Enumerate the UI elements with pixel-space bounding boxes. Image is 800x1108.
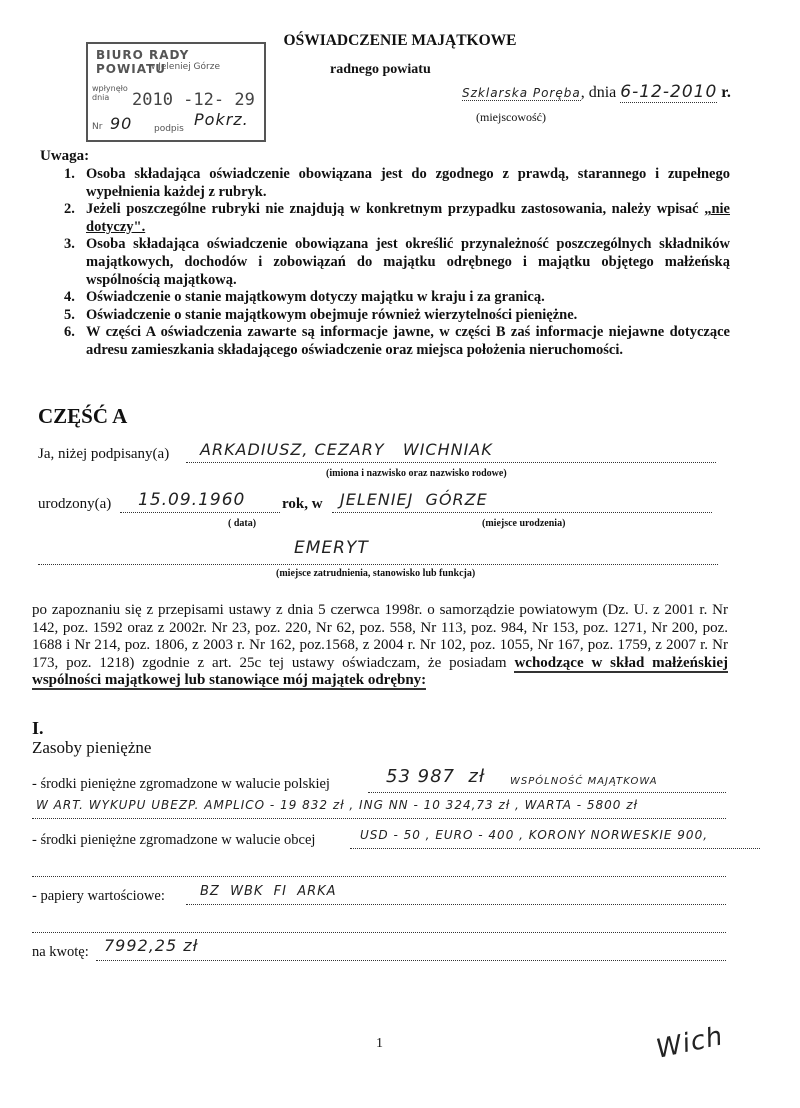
law-paragraph bbox=[32, 602, 728, 690]
pln-line2-value: W ART. WYKUPU UBEZP. AMPLICO - 19 832 zł , ING NN - 10 324,73 zł , WARTA - 5800 zł bbox=[36, 798, 638, 812]
document-subtitle: radnego powiatu bbox=[330, 62, 431, 77]
name-value: ARKADIUSZ, CEZARY WICHNIAK bbox=[200, 440, 493, 459]
date-suffix: r. bbox=[721, 84, 731, 101]
signed-label: Ja, niżej podpisany(a) bbox=[38, 446, 170, 462]
job-caption: (miejsce zatrudnienia, stanowisko lub funkcja) bbox=[276, 568, 476, 579]
birth-place-value: JELENIEJ GÓRZE bbox=[340, 490, 488, 509]
securities-label: - papiery wartościowe: bbox=[32, 888, 165, 904]
amount-field bbox=[96, 936, 726, 961]
place-value: Szklarska Poręba bbox=[462, 86, 581, 100]
note-item: 2. Jeżeli poszczególne rubryki nie znajdują w konkretnym przypadku zastosowania, należy wpisać „nie dotyczy". bbox=[64, 201, 730, 235]
notes-title: Uwaga: bbox=[40, 148, 90, 164]
birth-date-field bbox=[120, 490, 280, 513]
pln-note: WSPÓLNOŚĆ MAJĄTKOWA bbox=[510, 776, 658, 787]
stamp-received-date: 2010 -12- 29 bbox=[132, 90, 255, 110]
birth-place-caption: (miejsce urodzenia) bbox=[482, 518, 566, 529]
amount-label: na kwotę: bbox=[32, 944, 89, 960]
document-title: OŚWIADCZENIE MAJĄTKOWE bbox=[283, 32, 517, 49]
amount-value: 7992,25 zł bbox=[104, 936, 199, 955]
stamp-office: BIURO RADY POWIATU bbox=[96, 48, 190, 76]
stamp-received-label: wpłynęło dnia bbox=[92, 84, 128, 102]
pln-line2-field bbox=[32, 800, 726, 819]
section-title: Zasoby pieniężne bbox=[32, 738, 152, 757]
foreign-label: - środki pieniężne zgromadzone w walucie obcej bbox=[32, 832, 316, 848]
birth-date-value: 15.09.1960 bbox=[138, 490, 246, 510]
note-em: „nie dotyczy". bbox=[86, 201, 730, 235]
pln-amount: 53 987 zł bbox=[386, 766, 486, 787]
securities-field bbox=[186, 886, 726, 905]
note-item: 3. Osoba składająca oświadczenie obowiązana jest określić przynależność poszczególnych składników majątkowych, dochodów i zobowiązań do majątku odrębnego i majątku objętego małżeńską wspólnością majątkową. bbox=[64, 236, 730, 288]
born-mid: rok, w bbox=[282, 496, 323, 512]
securities-blank-line bbox=[32, 914, 726, 933]
page-number: 1 bbox=[376, 1036, 383, 1051]
name-caption: (imiona i nazwisko oraz nazwisko rodowe) bbox=[326, 468, 507, 479]
received-stamp bbox=[86, 42, 266, 142]
date-caption: ( data) bbox=[228, 518, 257, 529]
law-strong: wchodzące w skład małżeńskiej wspólności majątkowej lub stanowiące mój majątek odrębny: bbox=[32, 654, 729, 689]
born-label: urodzony(a) bbox=[38, 496, 112, 512]
birth-place-field bbox=[332, 490, 712, 513]
note-item: 5. Oświadczenie o stanie majątkowym obejmuje również wierzytelności pieniężne. bbox=[64, 306, 578, 323]
date-prefix: , dnia bbox=[580, 84, 617, 101]
stamp-city: w Jeleniej Górze bbox=[148, 62, 220, 72]
law-text: po zapoznaniu się z przepisami ustawy z dnia 5 czerwca 1998r. o samorządzie powiatowym (Dz. U. z 2001 r. Nr 142, poz. 1592 oraz z 2002r. Nr 23, poz. 220, Nr 62, poz. 558, Nr 113, poz. 984, Nr 153, poz. 1271, Nr 200, poz. 1688 i Nr 214, poz. 1806, z 2003 r. Nr 162, poz.1568, z 2004 r. Nr 102, poz. 1055, Nr 167, poz. 1759, z 2007 r. Nr 173, poz. 1218) zgodnie z art. 25c tej ustawy oświadczam, że posiadam bbox=[32, 602, 728, 671]
name-field bbox=[186, 440, 716, 463]
part-a-title: CZĘŚĆ A bbox=[38, 404, 128, 428]
date-value: 6-12-2010 bbox=[620, 82, 718, 102]
securities-value: BZ WBK FI ARKA bbox=[200, 884, 337, 899]
section-number: I. bbox=[32, 718, 44, 738]
stamp-signature: Pokrz. bbox=[194, 110, 249, 129]
note-item: 4. Oświadczenie o stanie majątkowym dotyczy majątku w kraju i za granicą. bbox=[64, 289, 545, 306]
place-date-line bbox=[462, 82, 731, 102]
note-item: 1. Osoba składająca oświadczenie obowiązana jest do zgodnego z prawdą, starannego i zupełnego wypełnienia każdej z rubryk. bbox=[64, 166, 730, 200]
pln-label: - środki pieniężne zgromadzone w walucie polskiej bbox=[32, 776, 330, 792]
note-item: 6. W części A oświadczenia zawarte są informacje jawne, w części B zaś informacje niejawne dotyczące adresu zamieszkania składającego oświadczenie oraz miejsca położenia nieruchomości. bbox=[64, 324, 730, 358]
foreign-blank-line bbox=[32, 858, 726, 877]
job-value: EMERYT bbox=[294, 538, 369, 558]
notes-list bbox=[64, 166, 730, 360]
pln-field bbox=[368, 766, 726, 793]
foreign-value: USD - 50 , EURO - 400 , KORONY NORWESKIE 900, bbox=[360, 828, 709, 842]
stamp-nr-label: Nr bbox=[92, 122, 103, 132]
stamp-sign-label: podpis bbox=[154, 124, 184, 134]
stamp-nr-value: 90 bbox=[110, 114, 133, 133]
initials: Wich bbox=[653, 1021, 727, 1065]
foreign-field bbox=[350, 830, 760, 849]
place-caption: (miejscowość) bbox=[476, 110, 546, 124]
job-field bbox=[38, 538, 718, 565]
